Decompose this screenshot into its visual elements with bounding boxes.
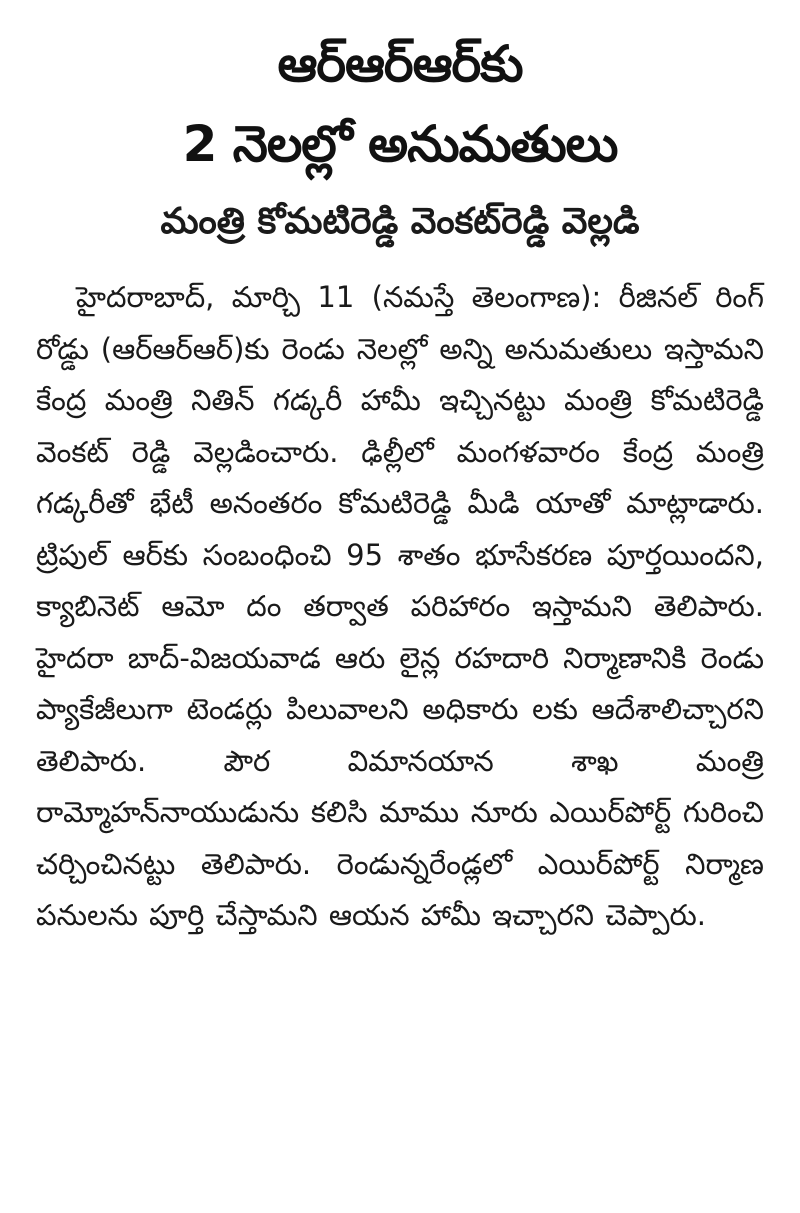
headline-line-2: 2 నెలల్లో అనుమతులు xyxy=(182,115,618,173)
headline-line-1: ఆర్‌ఆర్‌ఆర్‌కు xyxy=(277,35,523,93)
subheadline: మంత్రి కోమటిరెడ్డి వెంకట్‌రెడ్డి వెల్లడి xyxy=(160,201,640,242)
article-body-text: రీజినల్‌ రింగ్‌ రోడ్డు (ఆర్‌ఆర్‌ఆర్‌)కు రెండు నెలల్లో అన్ని అనుమతులు ఇస్తామని కేంద్ర మంత్రి నితిన్‌ గడ్కరీ హామీ ఇచ్చినట్టు మంత్రి కోమటిరెడ్డి వెంకట్‌ రెడ్డి వెల్లడించారు. ఢిల్లీలో మంగళవారం కేంద్ర మంత్రి గడ్కరీతో భేటీ అనంతరం కోమటిరెడ్డి మీడి యాతో మాట్లాడారు. ట్రిపుల్‌ ఆర్‌కు సంబంధించి 95 శాతం భూసేకరణ పూర్తయిందని, క్యాబినెట్‌ ఆమో దం తర్వాత పరిహారం ఇస్తామని తెలిపారు. హైదరా బాద్‌-విజయవాడ ఆరు లైన్ల రహదారి నిర్మాణానికి రెండు ప్యాకేజీలుగా టెండర్లు పిలువాలని అధికారు లకు ఆదేశాలిచ్చారని తెలిపారు. పౌర విమానయాన శాఖ మంత్రి రామ్మోహన్‌నాయుడును కలిసి మాము నూరు ఎయిర్‌పోర్ట్‌ గురించి చర్చించినట్టు తెలిపారు. రెండున్నరేండ్లలో ఎయిర్‌పోర్ట్‌ నిర్మాణ పనులను పూర్తి చేస్తామని ఆయన హామీ ఇచ్చారని చెప్పారు. xyxy=(36,280,765,932)
dateline: హైదరాబాద్‌, మార్చి 11 (నమస్తే తెలంగాణ): xyxy=(76,280,602,314)
article-body xyxy=(36,272,764,942)
